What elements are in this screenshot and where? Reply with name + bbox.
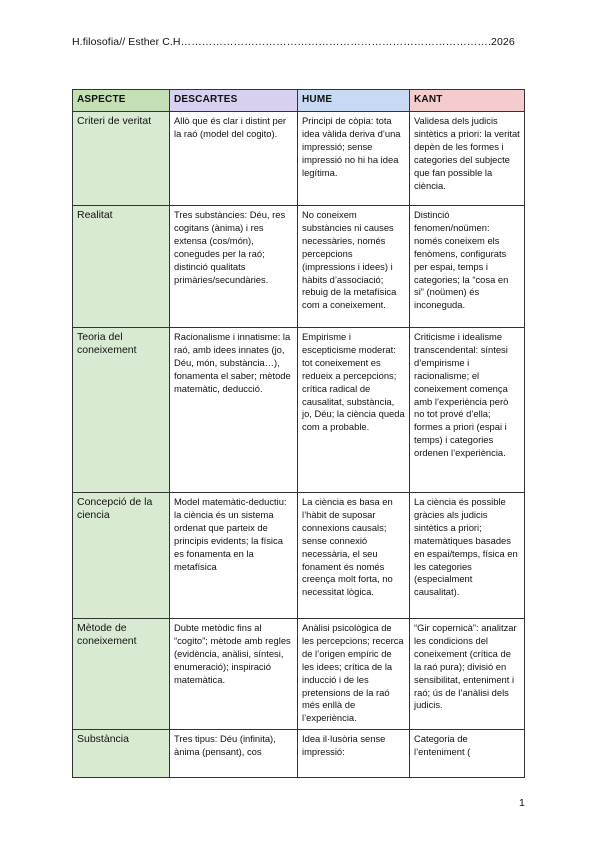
aspect-cell: Realitat	[73, 206, 170, 328]
descartes-cell: Model matemàtic-deductiu: la ciència és un sistema ordenat que parteix de principis evidents; la física es fonamenta en la metafísica	[170, 493, 298, 619]
table-row	[73, 730, 525, 778]
column-header-aspecte: ASPECTE	[73, 90, 170, 112]
hume-cell: Empirisme i escepticisme moderat: tot coneixement es redueix a percepcions; crítica radical de causalitat, substància, jo, Déu; la ciència queda com a probable.	[298, 328, 410, 493]
table-header-row	[73, 90, 525, 112]
kant-cell: Categoria de l’enteniment (	[410, 730, 525, 778]
page-number: 1	[519, 797, 525, 809]
hume-cell: No coneixem substàncies ni causes necessàries, només percepcions (impressions i idees) i hàbits d’associació; rebuig de la metafísica com a coneixement.	[298, 206, 410, 328]
table-row	[73, 493, 525, 619]
table-row	[73, 328, 525, 493]
column-header-kant: KANT	[410, 90, 525, 112]
descartes-cell: Tres substàncies: Déu, res cogitans (ànima) i res extensa (cos/món), conegudes per la raó; distinció qualitats primàries/secundàries.	[170, 206, 298, 328]
kant-cell: “Gir copernicà”: analitzar les condicions del coneixement (crítica de la raó pura); divisió en sensibilitat, enteniment i raó; ús de l’anàlisi dels judicis.	[410, 619, 525, 730]
aspect-cell: Substància	[73, 730, 170, 778]
column-header-descartes: DESCARTES	[170, 90, 298, 112]
kant-cell: Criticisme i idealisme transcendental: síntesi d’empirisme i racionalisme; el coneixement comença amb l’experiència però no tot prové d’ella; formes a priori (espai i temps) i categories ordenen l’experiència.	[410, 328, 525, 493]
descartes-cell: Allò que és clar i distint per la raó (model del cogito).	[170, 112, 298, 206]
kant-cell: La ciència és possible gràcies als judicis sintètics a priori; matemàtiques basades en espai/temps, física en les categories (especialment causalitat).	[410, 493, 525, 619]
descartes-cell: Tres tipus: Déu (infinita), ànima (pensant), cos	[170, 730, 298, 778]
table-row	[73, 619, 525, 730]
table-row	[73, 206, 525, 328]
aspect-cell: Concepció de la ciencia	[73, 493, 170, 619]
hume-cell: Idea il·lusòria sense impressió:	[298, 730, 410, 778]
hume-cell: Anàlisi psicològica de les percepcions; recerca de l’origen empíric de les idees; crítica de la inducció i de les pretensions de la raó més enllà de l’experiència.	[298, 619, 410, 730]
aspect-cell: Teoria del coneixement	[73, 328, 170, 493]
hume-cell: La ciència es basa en l’hàbit de suposar connexions causals; sense connexió necessària, el seu fonament és només creença molt forta, no necessitat lògica.	[298, 493, 410, 619]
aspect-cell: Mètode de coneixement	[73, 619, 170, 730]
descartes-cell: Dubte metòdic fins al “cogito”; mètode amb regles (evidència, anàlisi, síntesi, enumeració); inspiració matemàtica.	[170, 619, 298, 730]
descartes-cell: Racionalisme i innatisme: la raó, amb idees innates (jo, Déu, món, substància…), fonamenta el saber; mètode matemàtic, deducció.	[170, 328, 298, 493]
table-row	[73, 112, 525, 206]
kant-cell: Validesa dels judicis sintètics a priori: la veritat depèn de les formes i categories del subjecte que fan possible la ciència.	[410, 112, 525, 206]
column-header-hume: HUME	[298, 90, 410, 112]
page-header: H.filosofia// Esther C.H…………………………………………………………………………….2026	[72, 36, 515, 48]
hume-cell: Principi de còpia: tota idea vàlida deriva d’una impressió; sense impressió no hi ha idea legítima.	[298, 112, 410, 206]
aspect-cell: Criteri de veritat	[73, 112, 170, 206]
comparison-table	[72, 89, 525, 778]
kant-cell: Distinció fenomen/noümen: només coneixem els fenòmens, configurats per espai, temps i categories; la “cosa en si” (noümen) és inconeguda.	[410, 206, 525, 328]
